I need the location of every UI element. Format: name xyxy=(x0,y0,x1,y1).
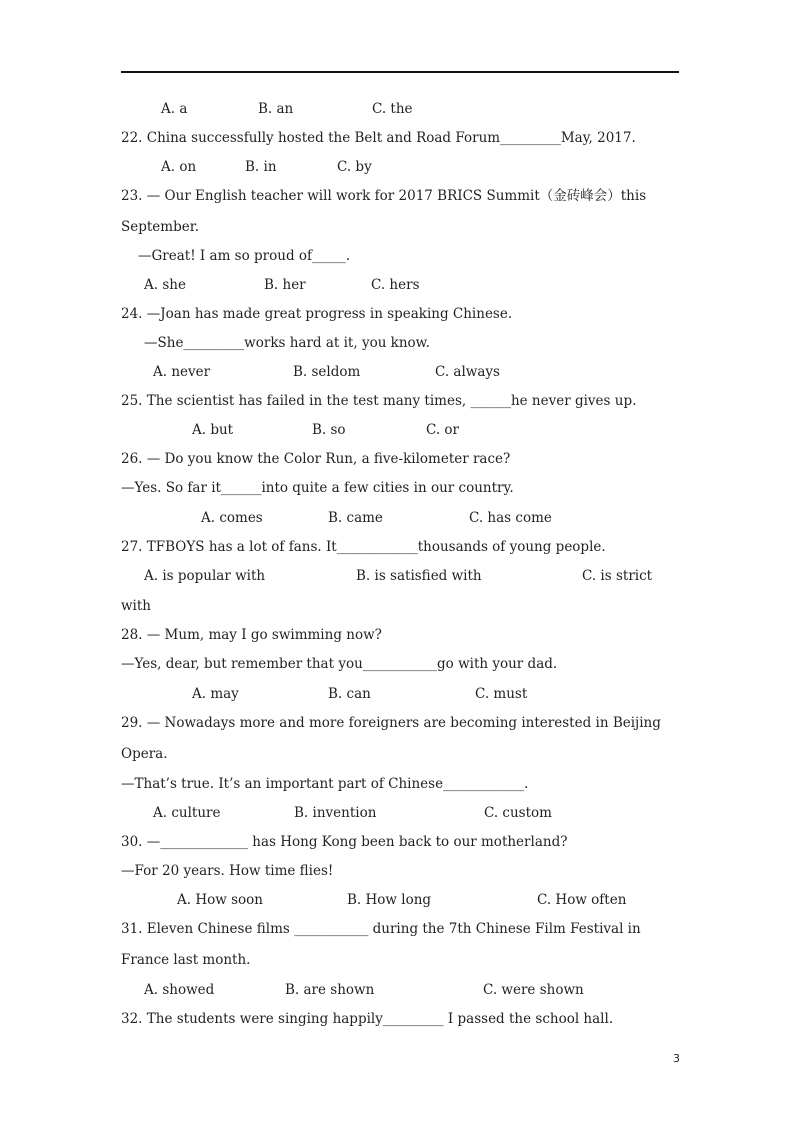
q28-option-c: C. must xyxy=(475,686,528,702)
q26-stem: 26. — Do you know the Color Run, a five-kilometer race? xyxy=(121,451,511,467)
q25-stem: 25. The scientist has failed in the test many times, ______he never gives up. xyxy=(121,393,637,409)
q32-stem: 32. The students were singing happily_________ I passed the school hall. xyxy=(121,1011,614,1027)
q26-reply: —Yes. So far it______into quite a few cities in our country. xyxy=(121,480,514,496)
q24-option-a: A. never xyxy=(153,364,211,380)
q25-option-c: C. or xyxy=(426,422,460,438)
q29-stem-cont: Opera. xyxy=(121,746,168,762)
q23-stem: 23. — Our English teacher will work for 2017 BRICS Summit（金砖峰会）this xyxy=(121,188,647,204)
q29-option-b: B. invention xyxy=(294,805,377,821)
q29-option-c: C. custom xyxy=(484,805,552,821)
q27-option-a: A. is popular with xyxy=(144,568,266,584)
q23-stem-cont: September. xyxy=(121,219,199,235)
q29-reply: —That’s true. It’s an important part of Chinese____________. xyxy=(121,776,529,792)
q31-option-a: A. showed xyxy=(144,982,215,998)
q21-option-c: C. the xyxy=(372,101,413,117)
q27-stem: 27. TFBOYS has a lot of fans. It____________thousands of young people. xyxy=(121,539,606,555)
q24-option-c: C. always xyxy=(435,364,500,380)
q31-option-b: B. are shown xyxy=(285,982,375,998)
q23-option-b: B. her xyxy=(264,277,306,293)
q23-reply: —Great! I am so proud of_____. xyxy=(138,248,351,264)
q30-stem: 30. —_____________ has Hong Kong been back to our motherland? xyxy=(121,834,568,850)
q24-option-b: B. seldom xyxy=(293,364,361,380)
q22-option-a: A. on xyxy=(161,159,197,175)
q25-option-a: A. but xyxy=(192,422,234,438)
q27-option-c-wrap: with xyxy=(121,598,151,614)
q27-option-b: B. is satisfied with xyxy=(356,568,482,584)
q24-stem: 24. —Joan has made great progress in speaking Chinese. xyxy=(121,306,513,322)
q22-option-b: B. in xyxy=(245,159,277,175)
q28-stem: 28. — Mum, may I go swimming now? xyxy=(121,627,382,643)
q28-reply: —Yes, dear, but remember that you___________go with your dad. xyxy=(121,656,558,672)
q26-option-b: B. came xyxy=(328,510,383,526)
q31-stem-cont: France last month. xyxy=(121,952,251,968)
q26-option-a: A. comes xyxy=(201,510,263,526)
q22-option-c: C. by xyxy=(337,159,372,175)
q31-option-c: C. were shown xyxy=(483,982,584,998)
q22-stem: 22. China successfully hosted the Belt and Road Forum_________May, 2017. xyxy=(121,130,636,146)
q30-option-b: B. How long xyxy=(347,892,432,908)
q25-option-b: B. so xyxy=(312,422,346,438)
q29-stem: 29. — Nowadays more and more foreigners are becoming interested in Beijing xyxy=(121,715,661,731)
q30-reply: —For 20 years. How time flies! xyxy=(121,863,334,879)
q24-reply: —She_________works hard at it, you know. xyxy=(144,335,430,351)
header-rule xyxy=(121,71,679,73)
q28-option-a: A. may xyxy=(192,686,239,702)
q21-option-b: B. an xyxy=(258,101,294,117)
q31-stem: 31. Eleven Chinese films ___________ during the 7th Chinese Film Festival in xyxy=(121,921,641,937)
q30-option-c: C. How often xyxy=(537,892,627,908)
q21-option-a: A. a xyxy=(161,101,188,117)
q27-option-c: C. is strict xyxy=(582,568,653,584)
q26-option-c: C. has come xyxy=(469,510,552,526)
q28-option-b: B. can xyxy=(328,686,371,702)
q23-option-c: C. hers xyxy=(371,277,420,293)
q23-option-a: A. she xyxy=(144,277,186,293)
q30-option-a: A. How soon xyxy=(177,892,263,908)
page-number: 3 xyxy=(673,1052,680,1065)
q29-option-a: A. culture xyxy=(153,805,221,821)
